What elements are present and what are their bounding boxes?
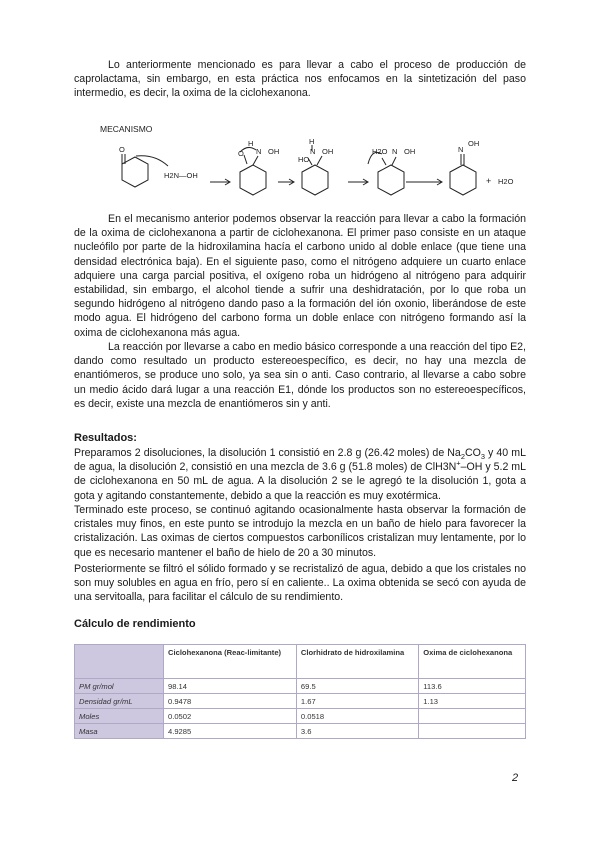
row-label: Moles	[75, 709, 164, 724]
svg-text:O: O	[119, 145, 125, 154]
svg-text:H2O: H2O	[498, 177, 514, 186]
table-cell: 1.67	[296, 694, 418, 709]
intermediate-ring-2	[302, 165, 328, 195]
table-cell	[419, 724, 526, 739]
svg-text:H: H	[309, 137, 315, 146]
yield-table	[74, 644, 526, 739]
results-paragraph-1: Preparamos 2 disoluciones, la disolución 1 consistió en 2.8 g (26.42 moles) de $Na_2CO_3$ y 40 mL de agua, la disolución 2, consistió en una mezcla de 3.6 g (51.8 moles) de ClH3N+–OH y 5.2 mL de ciclohexanona en 50 mL de agua. A la disolución 2 se le agregó te la disolución 1, gota a gota y agitando constantemente, debido a que la reacción es muy exotérmica.	[74, 447, 526, 502]
svg-text:H2O: H2O	[372, 147, 388, 156]
oxime-product-ring	[450, 165, 476, 195]
mechanism-explanation-paragraph: En el mecanismo anterior podemos observar la reacción para llevar a cabo la formación de la oxima de ciclohexanona a partir de ciclohexanona. El primer paso consiste en un ataque nucleófilo por parte de la hidroxilamina hacía el carbono unido al doble enlace (que tiene una densidad electrónica baja). En el siguiente paso, como el nitrógeno adquiere un cuarto enlace adquiere una carga parcial positiva, el oxígeno roba un hidrógeno al nitrógeno para adquirir estabilidad, sin embargo, el alcohol tiende a sufrir una deshidratación, por lo que roba un segundo hidrógeno al nitrógeno dando paso a la formación del ión oxonio, liberándose de este modo agua. El hidrógeno del carbono forma un doble enlace con nitrógeno formando así la oxima de ciclohexanona más agua.	[74, 213, 526, 339]
table-cell	[419, 709, 526, 724]
yield-heading: Cálculo de rendimiento	[74, 618, 196, 630]
table-cell: 3.6	[296, 724, 418, 739]
table-cell: 69.5	[296, 679, 418, 694]
mechanism-title: MECANISMO	[100, 124, 153, 134]
table-header-row	[75, 645, 526, 679]
svg-text:+: +	[486, 176, 492, 186]
cyclohexanone-ring	[122, 157, 148, 187]
results-heading: Resultados:	[74, 432, 137, 444]
table-row	[75, 679, 526, 694]
column-header: Oxima de ciclohexanona	[419, 645, 526, 679]
svg-text:H2N—OH: H2N—OH	[164, 171, 198, 180]
svg-text:O: O	[238, 149, 244, 158]
table-cell: 0.9478	[164, 694, 297, 709]
intro-paragraph: Lo anteriormente mencionado es para llevar a cabo el proceso de producción de caprolactama, sin embargo, en esta práctica nos enfocamos en la sintetización del paso intermedio, es decir, la oxima de la ciclohexanona.	[74, 59, 526, 100]
svg-text:N: N	[310, 147, 316, 156]
svg-text:OH: OH	[322, 147, 334, 156]
row-label: Masa	[75, 724, 164, 739]
table-cell: 0.0518	[296, 709, 418, 724]
row-label: Densidad gr/mL	[75, 694, 164, 709]
column-header: Ciclohexanona (Reac-limitante)	[164, 645, 297, 679]
nucleophilic-attack-arrow	[136, 156, 168, 166]
reaction-mechanism-diagram	[100, 124, 520, 204]
table-row	[75, 694, 526, 709]
svg-text:H: H	[248, 139, 254, 148]
table-cell: 98.14	[164, 679, 297, 694]
svg-text:OH: OH	[268, 147, 280, 156]
row-label: PM gr/mol	[75, 679, 164, 694]
svg-text:OH: OH	[468, 139, 480, 148]
svg-text:OH: OH	[404, 147, 416, 156]
table-row	[75, 724, 526, 739]
results-paragraph-3: Posteriormente se filtró el sólido formado y se recristalizó de agua, debido a que los cristales no son muy solubles en agua en frío, pero sí en caliente.. La oxima obtenida se secó con ayuda de una servitoalla, para facilitar el cálculo de su rendimiento.	[74, 563, 526, 604]
intermediate-ring-1	[240, 165, 266, 195]
results-paragraph-2: Terminado este proceso, se continuó agitando ocasionalmente hasta observar la formación de cristales muy finos, en este punto se introdujo la mezcla en un baño de hielo para favorecer la cristalización. Las oximas de ciertos compuestos carbonílicos cristalizan muy lentamente, por lo que es necesario mantener el baño de hielo de 20 a 30 minutos.	[74, 504, 526, 559]
reaction-type-paragraph: La reacción por llevarse a cabo en medio básico corresponde a una reacción del tipo E2, dando como resultado un producto estereoespecífico, es decir, no hay una mezcla de enantiómeros, se produce uno solo, ya sea sin o anti. Caso contrario, al llevarse a cabo sobre un medio ácido dará lugar a una reacción E1, dónde los productos son no estereoespecíficos, es decir, existe una mezcla de enantiómeros sin y anti.	[74, 341, 526, 410]
intermediate-ring-3	[378, 165, 404, 195]
table-cell: 113.6	[419, 679, 526, 694]
svg-text:N: N	[392, 147, 398, 156]
svg-text:N: N	[458, 145, 464, 154]
page-number: 2	[512, 772, 519, 784]
table-cell: 1.13	[419, 694, 526, 709]
svg-text:HO: HO	[298, 155, 310, 164]
table-row	[75, 709, 526, 724]
table-cell: 0.0502	[164, 709, 297, 724]
table-cell: 4.9285	[164, 724, 297, 739]
svg-text:N: N	[256, 147, 262, 156]
column-header: Clorhidrato de hidroxilamina	[296, 645, 418, 679]
